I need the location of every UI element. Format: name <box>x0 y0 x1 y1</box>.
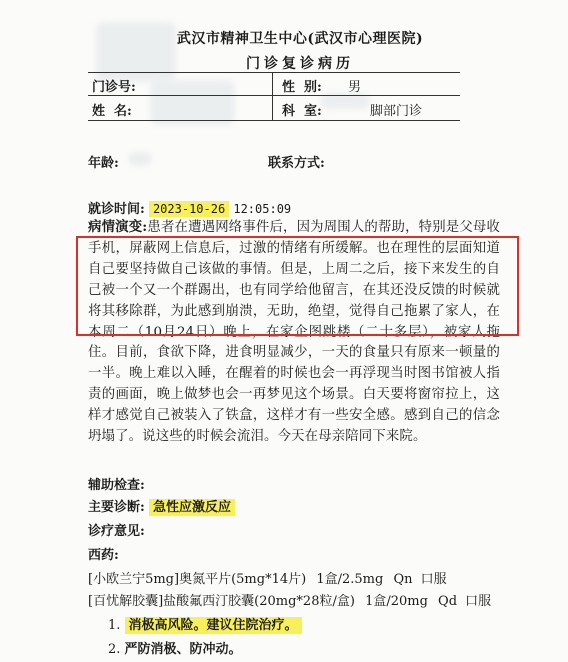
redaction-blur <box>150 80 235 125</box>
sex-value: 男 <box>348 80 362 95</box>
visit-time-row <box>88 198 291 217</box>
patient-name-label: 姓 名: <box>92 104 132 119</box>
record-type-title: 门诊复诊病历 <box>246 56 354 72</box>
prescription-row <box>88 568 447 587</box>
drug-spec: (5mg*14片) <box>231 572 307 587</box>
annotation-red-box <box>76 236 519 336</box>
redaction-blur <box>128 152 152 166</box>
diagnosis-value: 急性应激反应 <box>149 499 235 516</box>
drug-route: 口服 <box>465 594 492 609</box>
advice-text: 严防消极、防冲动。 <box>124 642 242 657</box>
diagnosis-row <box>88 496 235 515</box>
western-medicine-label: 西药: <box>88 548 119 563</box>
drug-route: 口服 <box>420 572 447 587</box>
sex-label: 性 别: <box>282 80 322 95</box>
drug-frequency: Qd <box>438 594 458 609</box>
hospital-name: 武汉市精神卫生中心(武汉市心理医院) <box>176 31 424 47</box>
history-text: 患者在遭遇网络事件后，因为周围人的帮助，特别是父母收手机，屏蔽网上信息后，过激的情绪有所缓解。也在理性的层面知道自己要坚持做自己该做的事情。但是，上周二之后，接下来发生的自己被一个又一个群踢出，也有同学给他留言，在其还没反馈的时候就将其移除群，为此感到崩溃，无助，绝望，觉得自己拖累了家人，在本周二（10月24日）晚上，在家企图跳楼（二十多层），被家人拖住。目前，食欲下降，进食明显减少，一天的食量只有原来一顿量的一半。晚上难以入睡，在醒着的时候也会一再浮现当时图书馆被人指责的画面，晚上做梦也会一再梦见这个场景。白天要将窗帘拉上，这样才感觉自己被装入了铁盒，这样才有一些安全感。感到自己的信念坍塌了。说这些的时候会流泪。今天在母亲陪同下来院。 <box>88 220 500 445</box>
aux-exam-label: 辅助检查: <box>88 478 145 493</box>
age-label: 年龄: <box>88 156 119 171</box>
header-table-divider <box>272 72 273 120</box>
advice-number: 1. <box>108 618 121 633</box>
treatment-opinion-label: 诊疗意见: <box>88 524 145 539</box>
department-label: 科 室: <box>282 104 322 119</box>
drug-frequency: Qn <box>393 572 413 587</box>
drug-name: [小欧兰宁5mg]奥氮平片 <box>88 572 232 587</box>
visit-time-label: 就诊时间: <box>88 202 145 217</box>
drug-quantity: 1盒/20mg <box>365 594 428 609</box>
advice-number: 2. <box>108 642 121 657</box>
header-table-border <box>88 95 460 96</box>
diagnosis-label: 主要诊断: <box>88 500 145 515</box>
history-label: 病情演变: <box>88 219 148 235</box>
header-table-border <box>88 72 460 73</box>
department-value: 脚部门诊 <box>370 104 423 119</box>
drug-quantity: 1盒/2.5mg <box>316 572 384 587</box>
advice-item <box>108 638 242 657</box>
prescription-row <box>88 590 491 609</box>
drug-name: [百忧解胶囊]盐酸氟西汀胶囊 <box>88 594 255 609</box>
advice-item <box>108 614 302 633</box>
visit-time: 12:05:09 <box>233 202 292 216</box>
advice-text: 消极高风险。建议住院治疗。 <box>125 617 302 634</box>
visit-date: 2023-10-26 <box>149 201 229 217</box>
clinic-number-label: 门诊号: <box>92 80 136 95</box>
header-table-border <box>88 120 460 121</box>
contact-label: 联系方式: <box>268 156 325 171</box>
drug-spec: (20mg*28粒/盒) <box>254 594 355 609</box>
